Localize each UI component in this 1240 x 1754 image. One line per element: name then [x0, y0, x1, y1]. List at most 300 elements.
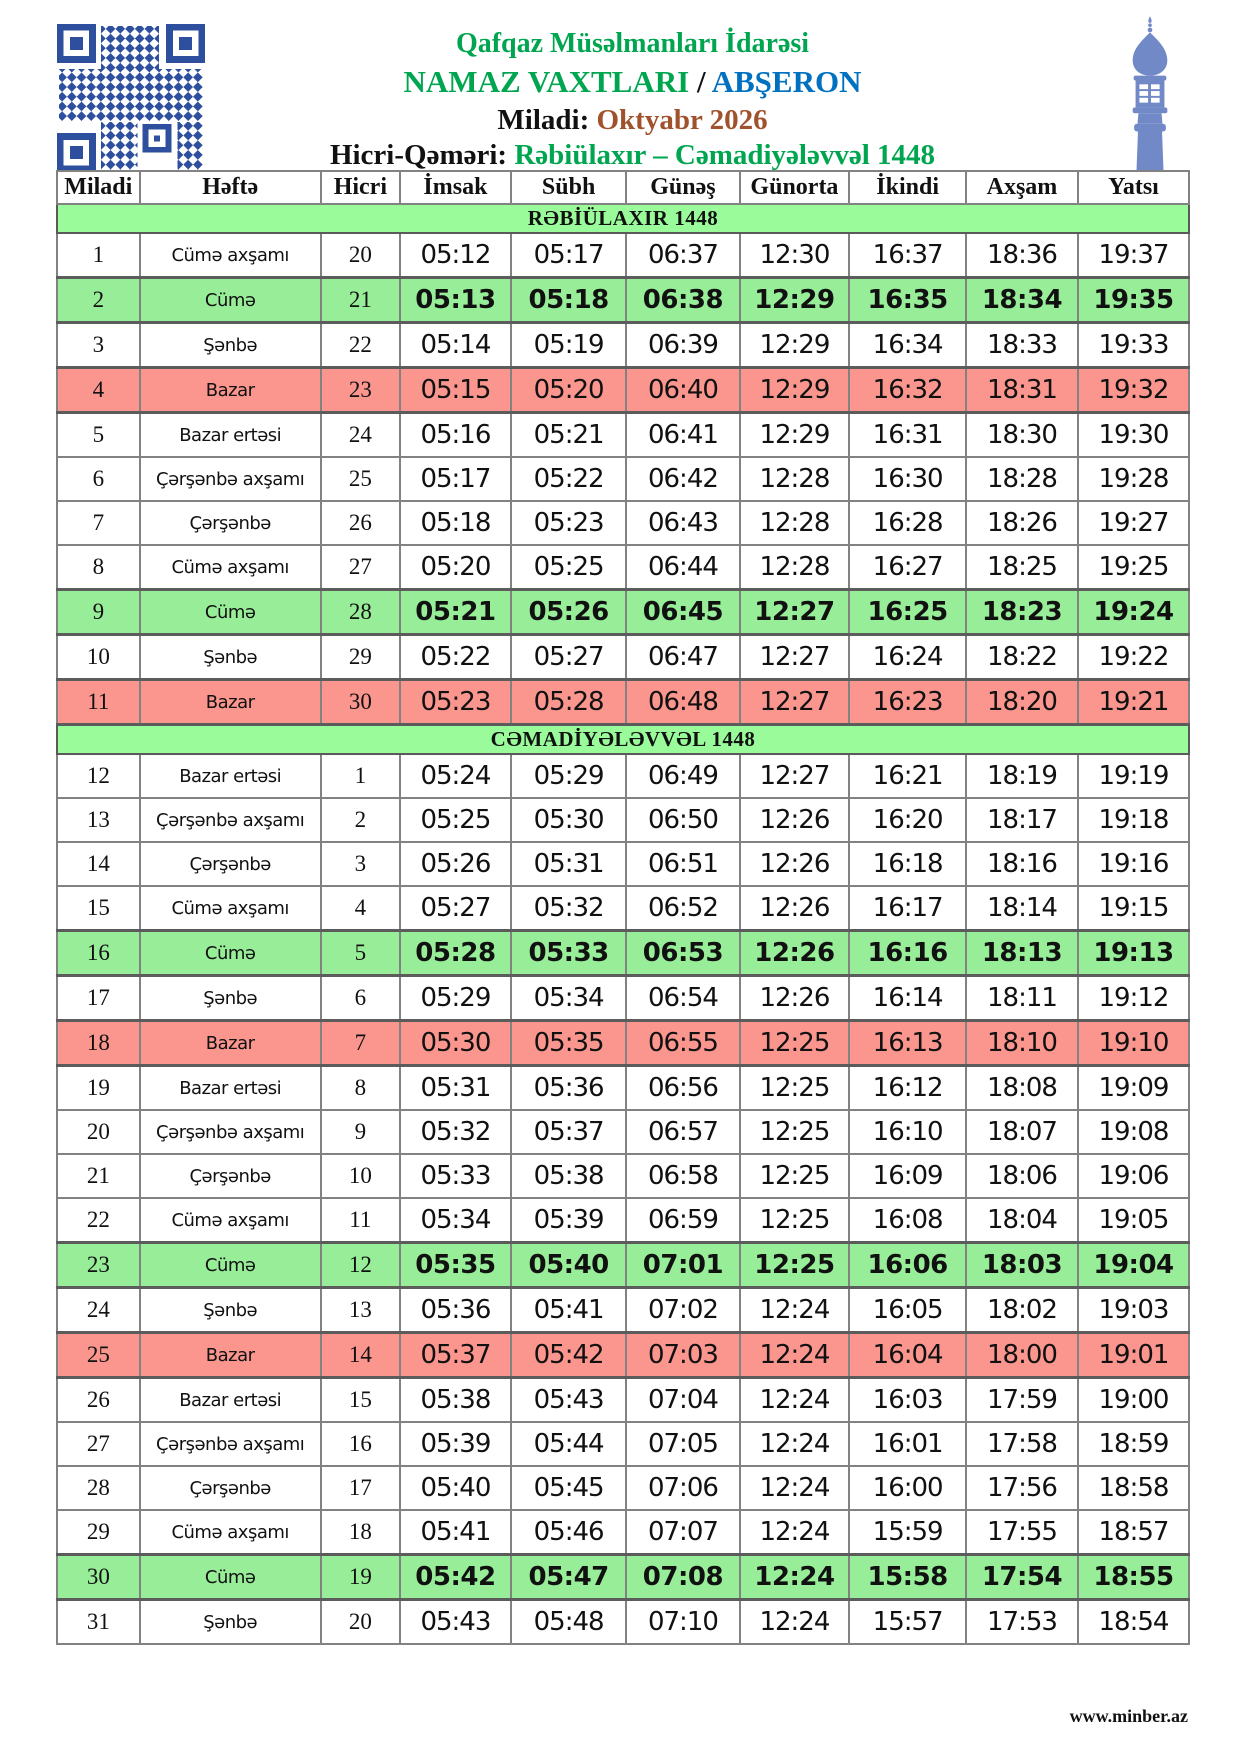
- miladi-cell: 17: [57, 976, 140, 1021]
- gunes-cell: 06:57: [626, 1110, 739, 1154]
- gunes-cell: 07:03: [626, 1333, 739, 1378]
- ikindi-cell: 16:13: [849, 1021, 966, 1066]
- gunorta-cell: 12:25: [740, 1243, 850, 1288]
- subh-cell: 05:28: [511, 680, 626, 725]
- gunorta-cell: 12:28: [740, 457, 850, 501]
- imsak-cell: 05:32: [400, 1110, 511, 1154]
- yatsi-cell: 19:27: [1078, 501, 1189, 545]
- hicri-cell: 20: [321, 1600, 400, 1645]
- hicri-cell: 16: [321, 1422, 400, 1466]
- subh-cell: 05:43: [511, 1378, 626, 1423]
- weekday-cell: Bazar: [140, 368, 321, 413]
- gunes-cell: 06:56: [626, 1066, 739, 1111]
- axsam-cell: 18:26: [966, 501, 1078, 545]
- gunes-cell: 06:41: [626, 413, 739, 458]
- weekday-cell: Şənbə: [140, 1600, 321, 1645]
- yatsi-cell: 19:10: [1078, 1021, 1189, 1066]
- miladi-cell: 23: [57, 1243, 140, 1288]
- miladi-cell: 9: [57, 590, 140, 635]
- ikindi-cell: 16:03: [849, 1378, 966, 1423]
- ikindi-cell: 16:37: [849, 233, 966, 278]
- weekday-cell: Cümə axşamı: [140, 1510, 321, 1555]
- hicri-cell: 13: [321, 1288, 400, 1333]
- gunorta-cell: 12:24: [740, 1510, 850, 1555]
- gunes-cell: 06:39: [626, 323, 739, 368]
- miladi-cell: 1: [57, 233, 140, 278]
- yatsi-cell: 19:22: [1078, 635, 1189, 680]
- month-section-title: CƏMADİYƏLƏVVƏL 1448: [57, 725, 1189, 755]
- page-header: [215, 28, 1050, 171]
- axsam-cell: 18:11: [966, 976, 1078, 1021]
- hicri-cell: 26: [321, 501, 400, 545]
- table-row: [57, 680, 1189, 725]
- axsam-cell: 18:17: [966, 798, 1078, 842]
- weekday-cell: Şənbə: [140, 976, 321, 1021]
- hicri-cell: 28: [321, 590, 400, 635]
- axsam-cell: 18:36: [966, 233, 1078, 278]
- gunorta-cell: 12:27: [740, 754, 850, 798]
- subh-cell: 05:21: [511, 413, 626, 458]
- gunorta-cell: 12:24: [740, 1600, 850, 1645]
- imsak-cell: 05:30: [400, 1021, 511, 1066]
- table-row: [57, 233, 1189, 278]
- subh-cell: 05:29: [511, 754, 626, 798]
- imsak-cell: 05:23: [400, 680, 511, 725]
- gunorta-cell: 12:27: [740, 680, 850, 725]
- ikindi-cell: 16:34: [849, 323, 966, 368]
- hicri-cell: 5: [321, 931, 400, 976]
- table-row: [57, 545, 1189, 590]
- yatsi-cell: 19:19: [1078, 754, 1189, 798]
- yatsi-cell: 19:09: [1078, 1066, 1189, 1111]
- hicri-value: Rəbiülaxır – Cəmadiyələvvəl 1448: [514, 138, 936, 171]
- table-row: [57, 1288, 1189, 1333]
- yatsi-cell: 19:24: [1078, 590, 1189, 635]
- gunes-cell: 06:54: [626, 976, 739, 1021]
- gunes-cell: 06:43: [626, 501, 739, 545]
- table-row: [57, 413, 1189, 458]
- gunorta-cell: 12:25: [740, 1154, 850, 1198]
- axsam-cell: 18:16: [966, 842, 1078, 886]
- axsam-cell: 18:30: [966, 413, 1078, 458]
- gunes-cell: 06:58: [626, 1154, 739, 1198]
- table-row: [57, 323, 1189, 368]
- table-row: [57, 1510, 1189, 1555]
- table-row: [57, 1555, 1189, 1600]
- axsam-cell: 18:10: [966, 1021, 1078, 1066]
- table-row: [57, 1600, 1189, 1645]
- ikindi-cell: 16:09: [849, 1154, 966, 1198]
- ikindi-cell: 16:30: [849, 457, 966, 501]
- imsak-cell: 05:25: [400, 798, 511, 842]
- gunorta-cell: 12:26: [740, 931, 850, 976]
- yatsi-cell: 19:32: [1078, 368, 1189, 413]
- hicri-cell: 14: [321, 1333, 400, 1378]
- title-region: ABŞERON: [711, 64, 862, 100]
- axsam-cell: 18:25: [966, 545, 1078, 590]
- axsam-cell: 18:14: [966, 886, 1078, 931]
- hicri-cell: 4: [321, 886, 400, 931]
- table-row: [57, 1466, 1189, 1510]
- imsak-cell: 05:40: [400, 1466, 511, 1510]
- miladi-cell: 13: [57, 798, 140, 842]
- ikindi-cell: 16:01: [849, 1422, 966, 1466]
- yatsi-cell: 19:18: [1078, 798, 1189, 842]
- table-row: [57, 1021, 1189, 1066]
- imsak-cell: 05:26: [400, 842, 511, 886]
- column-header-i̇msak: İmsak: [400, 171, 511, 204]
- hicri-cell: 10: [321, 1154, 400, 1198]
- axsam-cell: 18:03: [966, 1243, 1078, 1288]
- miladi-cell: 16: [57, 931, 140, 976]
- weekday-cell: Çərşənbə: [140, 842, 321, 886]
- ikindi-cell: 16:28: [849, 501, 966, 545]
- table-row: [57, 976, 1189, 1021]
- axsam-cell: 17:54: [966, 1555, 1078, 1600]
- ikindi-cell: 16:18: [849, 842, 966, 886]
- miladi-cell: 11: [57, 680, 140, 725]
- weekday-cell: Cümə axşamı: [140, 1198, 321, 1243]
- imsak-cell: 05:12: [400, 233, 511, 278]
- axsam-cell: 17:55: [966, 1510, 1078, 1555]
- ikindi-cell: 16:27: [849, 545, 966, 590]
- axsam-cell: 18:33: [966, 323, 1078, 368]
- ikindi-cell: 16:04: [849, 1333, 966, 1378]
- axsam-cell: 18:31: [966, 368, 1078, 413]
- gunorta-cell: 12:24: [740, 1422, 850, 1466]
- gunorta-cell: 12:24: [740, 1555, 850, 1600]
- yatsi-cell: 19:12: [1078, 976, 1189, 1021]
- weekday-cell: Çərşənbə axşamı: [140, 1422, 321, 1466]
- miladi-cell: 21: [57, 1154, 140, 1198]
- miladi-cell: 18: [57, 1021, 140, 1066]
- subh-cell: 05:26: [511, 590, 626, 635]
- hicri-cell: 29: [321, 635, 400, 680]
- subh-cell: 05:19: [511, 323, 626, 368]
- gunorta-cell: 12:24: [740, 1333, 850, 1378]
- table-row: [57, 278, 1189, 323]
- miladi-cell: 25: [57, 1333, 140, 1378]
- weekday-cell: Şənbə: [140, 635, 321, 680]
- yatsi-cell: 18:55: [1078, 1555, 1189, 1600]
- imsak-cell: 05:35: [400, 1243, 511, 1288]
- imsak-cell: 05:37: [400, 1333, 511, 1378]
- gunorta-cell: 12:26: [740, 976, 850, 1021]
- yatsi-cell: 18:58: [1078, 1466, 1189, 1510]
- yatsi-cell: 19:15: [1078, 886, 1189, 931]
- hicri-cell: 9: [321, 1110, 400, 1154]
- table-row: [57, 1066, 1189, 1111]
- organization-title: Qafqaz Müsəlmanları İdarəsi: [455, 28, 810, 59]
- axsam-cell: 17:58: [966, 1422, 1078, 1466]
- imsak-cell: 05:34: [400, 1198, 511, 1243]
- gunorta-cell: 12:26: [740, 798, 850, 842]
- axsam-cell: 18:04: [966, 1198, 1078, 1243]
- column-header-i̇kindi: İkindi: [849, 171, 966, 204]
- imsak-cell: 05:22: [400, 635, 511, 680]
- yatsi-cell: 19:01: [1078, 1333, 1189, 1378]
- hicri-cell: 15: [321, 1378, 400, 1423]
- gregorian-date-line: [215, 104, 1050, 136]
- hicri-cell: 27: [321, 545, 400, 590]
- ikindi-cell: 16:06: [849, 1243, 966, 1288]
- hicri-cell: 20: [321, 233, 400, 278]
- yatsi-cell: 19:30: [1078, 413, 1189, 458]
- axsam-cell: 18:13: [966, 931, 1078, 976]
- table-row: [57, 1378, 1189, 1423]
- miladi-cell: 31: [57, 1600, 140, 1645]
- title-main: NAMAZ VAXTLARI: [403, 64, 690, 100]
- table-row: [57, 798, 1189, 842]
- ikindi-cell: 15:57: [849, 1600, 966, 1645]
- gunes-cell: 07:02: [626, 1288, 739, 1333]
- imsak-cell: 05:16: [400, 413, 511, 458]
- gunorta-cell: 12:24: [740, 1378, 850, 1423]
- axsam-cell: 18:23: [966, 590, 1078, 635]
- gunes-cell: 06:37: [626, 233, 739, 278]
- column-header-sübh: Sübh: [511, 171, 626, 204]
- ikindi-cell: 16:20: [849, 798, 966, 842]
- miladi-cell: 27: [57, 1422, 140, 1466]
- axsam-cell: 18:19: [966, 754, 1078, 798]
- month-section-row: [57, 725, 1189, 755]
- weekday-cell: Cümə: [140, 590, 321, 635]
- gunes-cell: 07:04: [626, 1378, 739, 1423]
- miladi-cell: 6: [57, 457, 140, 501]
- table-row: [57, 457, 1189, 501]
- table-row: [57, 1243, 1189, 1288]
- gunorta-cell: 12:29: [740, 278, 850, 323]
- table-row: [57, 1154, 1189, 1198]
- miladi-cell: 4: [57, 368, 140, 413]
- yatsi-cell: 19:33: [1078, 323, 1189, 368]
- axsam-cell: 17:59: [966, 1378, 1078, 1423]
- table-row: [57, 1333, 1189, 1378]
- axsam-cell: 18:28: [966, 457, 1078, 501]
- axsam-cell: 18:07: [966, 1110, 1078, 1154]
- gunorta-cell: 12:30: [740, 233, 850, 278]
- imsak-cell: 05:15: [400, 368, 511, 413]
- gunes-cell: 06:51: [626, 842, 739, 886]
- weekday-cell: Cümə: [140, 931, 321, 976]
- minaret-icon: [1108, 16, 1192, 170]
- imsak-cell: 05:31: [400, 1066, 511, 1111]
- yatsi-cell: 18:54: [1078, 1600, 1189, 1645]
- gunes-cell: 06:49: [626, 754, 739, 798]
- gunes-cell: 07:07: [626, 1510, 739, 1555]
- miladi-cell: 20: [57, 1110, 140, 1154]
- page-title: [215, 65, 1050, 100]
- miladi-cell: 5: [57, 413, 140, 458]
- miladi-cell: 3: [57, 323, 140, 368]
- column-header-günorta: Günorta: [740, 171, 850, 204]
- axsam-cell: 18:08: [966, 1066, 1078, 1111]
- gunorta-cell: 12:27: [740, 590, 850, 635]
- yatsi-cell: 19:03: [1078, 1288, 1189, 1333]
- gunorta-cell: 12:29: [740, 368, 850, 413]
- hicri-cell: 30: [321, 680, 400, 725]
- gunes-cell: 06:42: [626, 457, 739, 501]
- hicri-cell: 25: [321, 457, 400, 501]
- miladi-cell: 10: [57, 635, 140, 680]
- imsak-cell: 05:21: [400, 590, 511, 635]
- miladi-cell: 24: [57, 1288, 140, 1333]
- gunes-cell: 06:44: [626, 545, 739, 590]
- gunes-cell: 06:50: [626, 798, 739, 842]
- column-header-həftə: Həftə: [140, 171, 321, 204]
- subh-cell: 05:41: [511, 1288, 626, 1333]
- yatsi-cell: 19:00: [1078, 1378, 1189, 1423]
- yatsi-cell: 19:05: [1078, 1198, 1189, 1243]
- gunorta-cell: 12:25: [740, 1110, 850, 1154]
- weekday-cell: Şənbə: [140, 323, 321, 368]
- gunorta-cell: 12:28: [740, 501, 850, 545]
- subh-cell: 05:18: [511, 278, 626, 323]
- gunorta-cell: 12:26: [740, 886, 850, 931]
- gunes-cell: 07:05: [626, 1422, 739, 1466]
- weekday-cell: Çərşənbə: [140, 1466, 321, 1510]
- weekday-cell: Çərşənbə axşamı: [140, 1110, 321, 1154]
- imsak-cell: 05:41: [400, 1510, 511, 1555]
- ikindi-cell: 16:16: [849, 931, 966, 976]
- ikindi-cell: 15:59: [849, 1510, 966, 1555]
- miladi-cell: 14: [57, 842, 140, 886]
- hicri-label: Hicri-Qəməri:: [329, 138, 508, 171]
- axsam-cell: 18:22: [966, 635, 1078, 680]
- table-row: [57, 842, 1189, 886]
- table-row: [57, 590, 1189, 635]
- ikindi-cell: 16:00: [849, 1466, 966, 1510]
- gunes-cell: 06:45: [626, 590, 739, 635]
- hicri-cell: 6: [321, 976, 400, 1021]
- gunorta-cell: 12:25: [740, 1198, 850, 1243]
- gunorta-cell: 12:25: [740, 1066, 850, 1111]
- weekday-cell: Bazar ertəsi: [140, 754, 321, 798]
- table-row: [57, 635, 1189, 680]
- hicri-cell: 7: [321, 1021, 400, 1066]
- subh-cell: 05:25: [511, 545, 626, 590]
- subh-cell: 05:30: [511, 798, 626, 842]
- weekday-cell: Bazar ertəsi: [140, 1378, 321, 1423]
- month-section-row: [57, 204, 1189, 233]
- subh-cell: 05:17: [511, 233, 626, 278]
- hicri-cell: 3: [321, 842, 400, 886]
- imsak-cell: 05:39: [400, 1422, 511, 1466]
- prayer-times-table: [56, 170, 1190, 1645]
- imsak-cell: 05:42: [400, 1555, 511, 1600]
- imsak-cell: 05:27: [400, 886, 511, 931]
- axsam-cell: 18:00: [966, 1333, 1078, 1378]
- imsak-cell: 05:20: [400, 545, 511, 590]
- qr-code-icon: [55, 24, 207, 172]
- hicri-cell: 19: [321, 1555, 400, 1600]
- yatsi-cell: 19:16: [1078, 842, 1189, 886]
- imsak-cell: 05:17: [400, 457, 511, 501]
- ikindi-cell: 16:25: [849, 590, 966, 635]
- hicri-cell: 11: [321, 1198, 400, 1243]
- title-separator: /: [689, 64, 712, 100]
- hicri-cell: 21: [321, 278, 400, 323]
- axsam-cell: 18:02: [966, 1288, 1078, 1333]
- imsak-cell: 05:29: [400, 976, 511, 1021]
- yatsi-cell: 19:13: [1078, 931, 1189, 976]
- yatsi-cell: 19:37: [1078, 233, 1189, 278]
- weekday-cell: Şənbə: [140, 1288, 321, 1333]
- miladi-cell: 29: [57, 1510, 140, 1555]
- subh-cell: 05:31: [511, 842, 626, 886]
- weekday-cell: Cümə: [140, 278, 321, 323]
- subh-cell: 05:34: [511, 976, 626, 1021]
- weekday-cell: Çərşənbə: [140, 501, 321, 545]
- gunes-cell: 07:06: [626, 1466, 739, 1510]
- imsak-cell: 05:43: [400, 1600, 511, 1645]
- weekday-cell: Bazar ertəsi: [140, 1066, 321, 1111]
- ikindi-cell: 16:10: [849, 1110, 966, 1154]
- table-row: [57, 931, 1189, 976]
- subh-cell: 05:23: [511, 501, 626, 545]
- yatsi-cell: 18:59: [1078, 1422, 1189, 1466]
- hicri-cell: 23: [321, 368, 400, 413]
- gunorta-cell: 12:27: [740, 635, 850, 680]
- imsak-cell: 05:38: [400, 1378, 511, 1423]
- hicri-cell: 22: [321, 323, 400, 368]
- weekday-cell: Bazar ertəsi: [140, 413, 321, 458]
- column-header-hicri: Hicri: [321, 171, 400, 204]
- column-header-yatsı: Yatsı: [1078, 171, 1189, 204]
- axsam-cell: 18:20: [966, 680, 1078, 725]
- gunes-cell: 06:40: [626, 368, 739, 413]
- ikindi-cell: 16:32: [849, 368, 966, 413]
- gunes-cell: 07:10: [626, 1600, 739, 1645]
- imsak-cell: 05:18: [400, 501, 511, 545]
- weekday-cell: Çərşənbə axşamı: [140, 457, 321, 501]
- gunes-cell: 06:55: [626, 1021, 739, 1066]
- hicri-cell: 17: [321, 1466, 400, 1510]
- table-row: [57, 368, 1189, 413]
- weekday-cell: Çərşənbə: [140, 1154, 321, 1198]
- gunes-cell: 06:47: [626, 635, 739, 680]
- subh-cell: 05:37: [511, 1110, 626, 1154]
- weekday-cell: Cümə: [140, 1243, 321, 1288]
- imsak-cell: 05:36: [400, 1288, 511, 1333]
- website-url: www.minber.az: [1069, 1706, 1188, 1726]
- hicri-cell: 2: [321, 798, 400, 842]
- weekday-cell: Cümə: [140, 1555, 321, 1600]
- hicri-cell: 1: [321, 754, 400, 798]
- weekday-cell: Cümə axşamı: [140, 233, 321, 278]
- yatsi-cell: 19:08: [1078, 1110, 1189, 1154]
- miladi-cell: 19: [57, 1066, 140, 1111]
- column-header-axşam: Axşam: [966, 171, 1078, 204]
- weekday-cell: Cümə axşamı: [140, 545, 321, 590]
- subh-cell: 05:46: [511, 1510, 626, 1555]
- weekday-cell: Cümə axşamı: [140, 886, 321, 931]
- hicri-cell: 12: [321, 1243, 400, 1288]
- gunorta-cell: 12:24: [740, 1466, 850, 1510]
- subh-cell: 05:39: [511, 1198, 626, 1243]
- ikindi-cell: 16:23: [849, 680, 966, 725]
- miladi-cell: 15: [57, 886, 140, 931]
- yatsi-cell: 19:25: [1078, 545, 1189, 590]
- miladi-cell: 28: [57, 1466, 140, 1510]
- column-header-günəş: Günəş: [626, 171, 739, 204]
- gunes-cell: 06:59: [626, 1198, 739, 1243]
- miladi-cell: 26: [57, 1378, 140, 1423]
- gunorta-cell: 12:29: [740, 323, 850, 368]
- table-row: [57, 501, 1189, 545]
- miladi-cell: 7: [57, 501, 140, 545]
- miladi-label: Miladi:: [497, 104, 590, 137]
